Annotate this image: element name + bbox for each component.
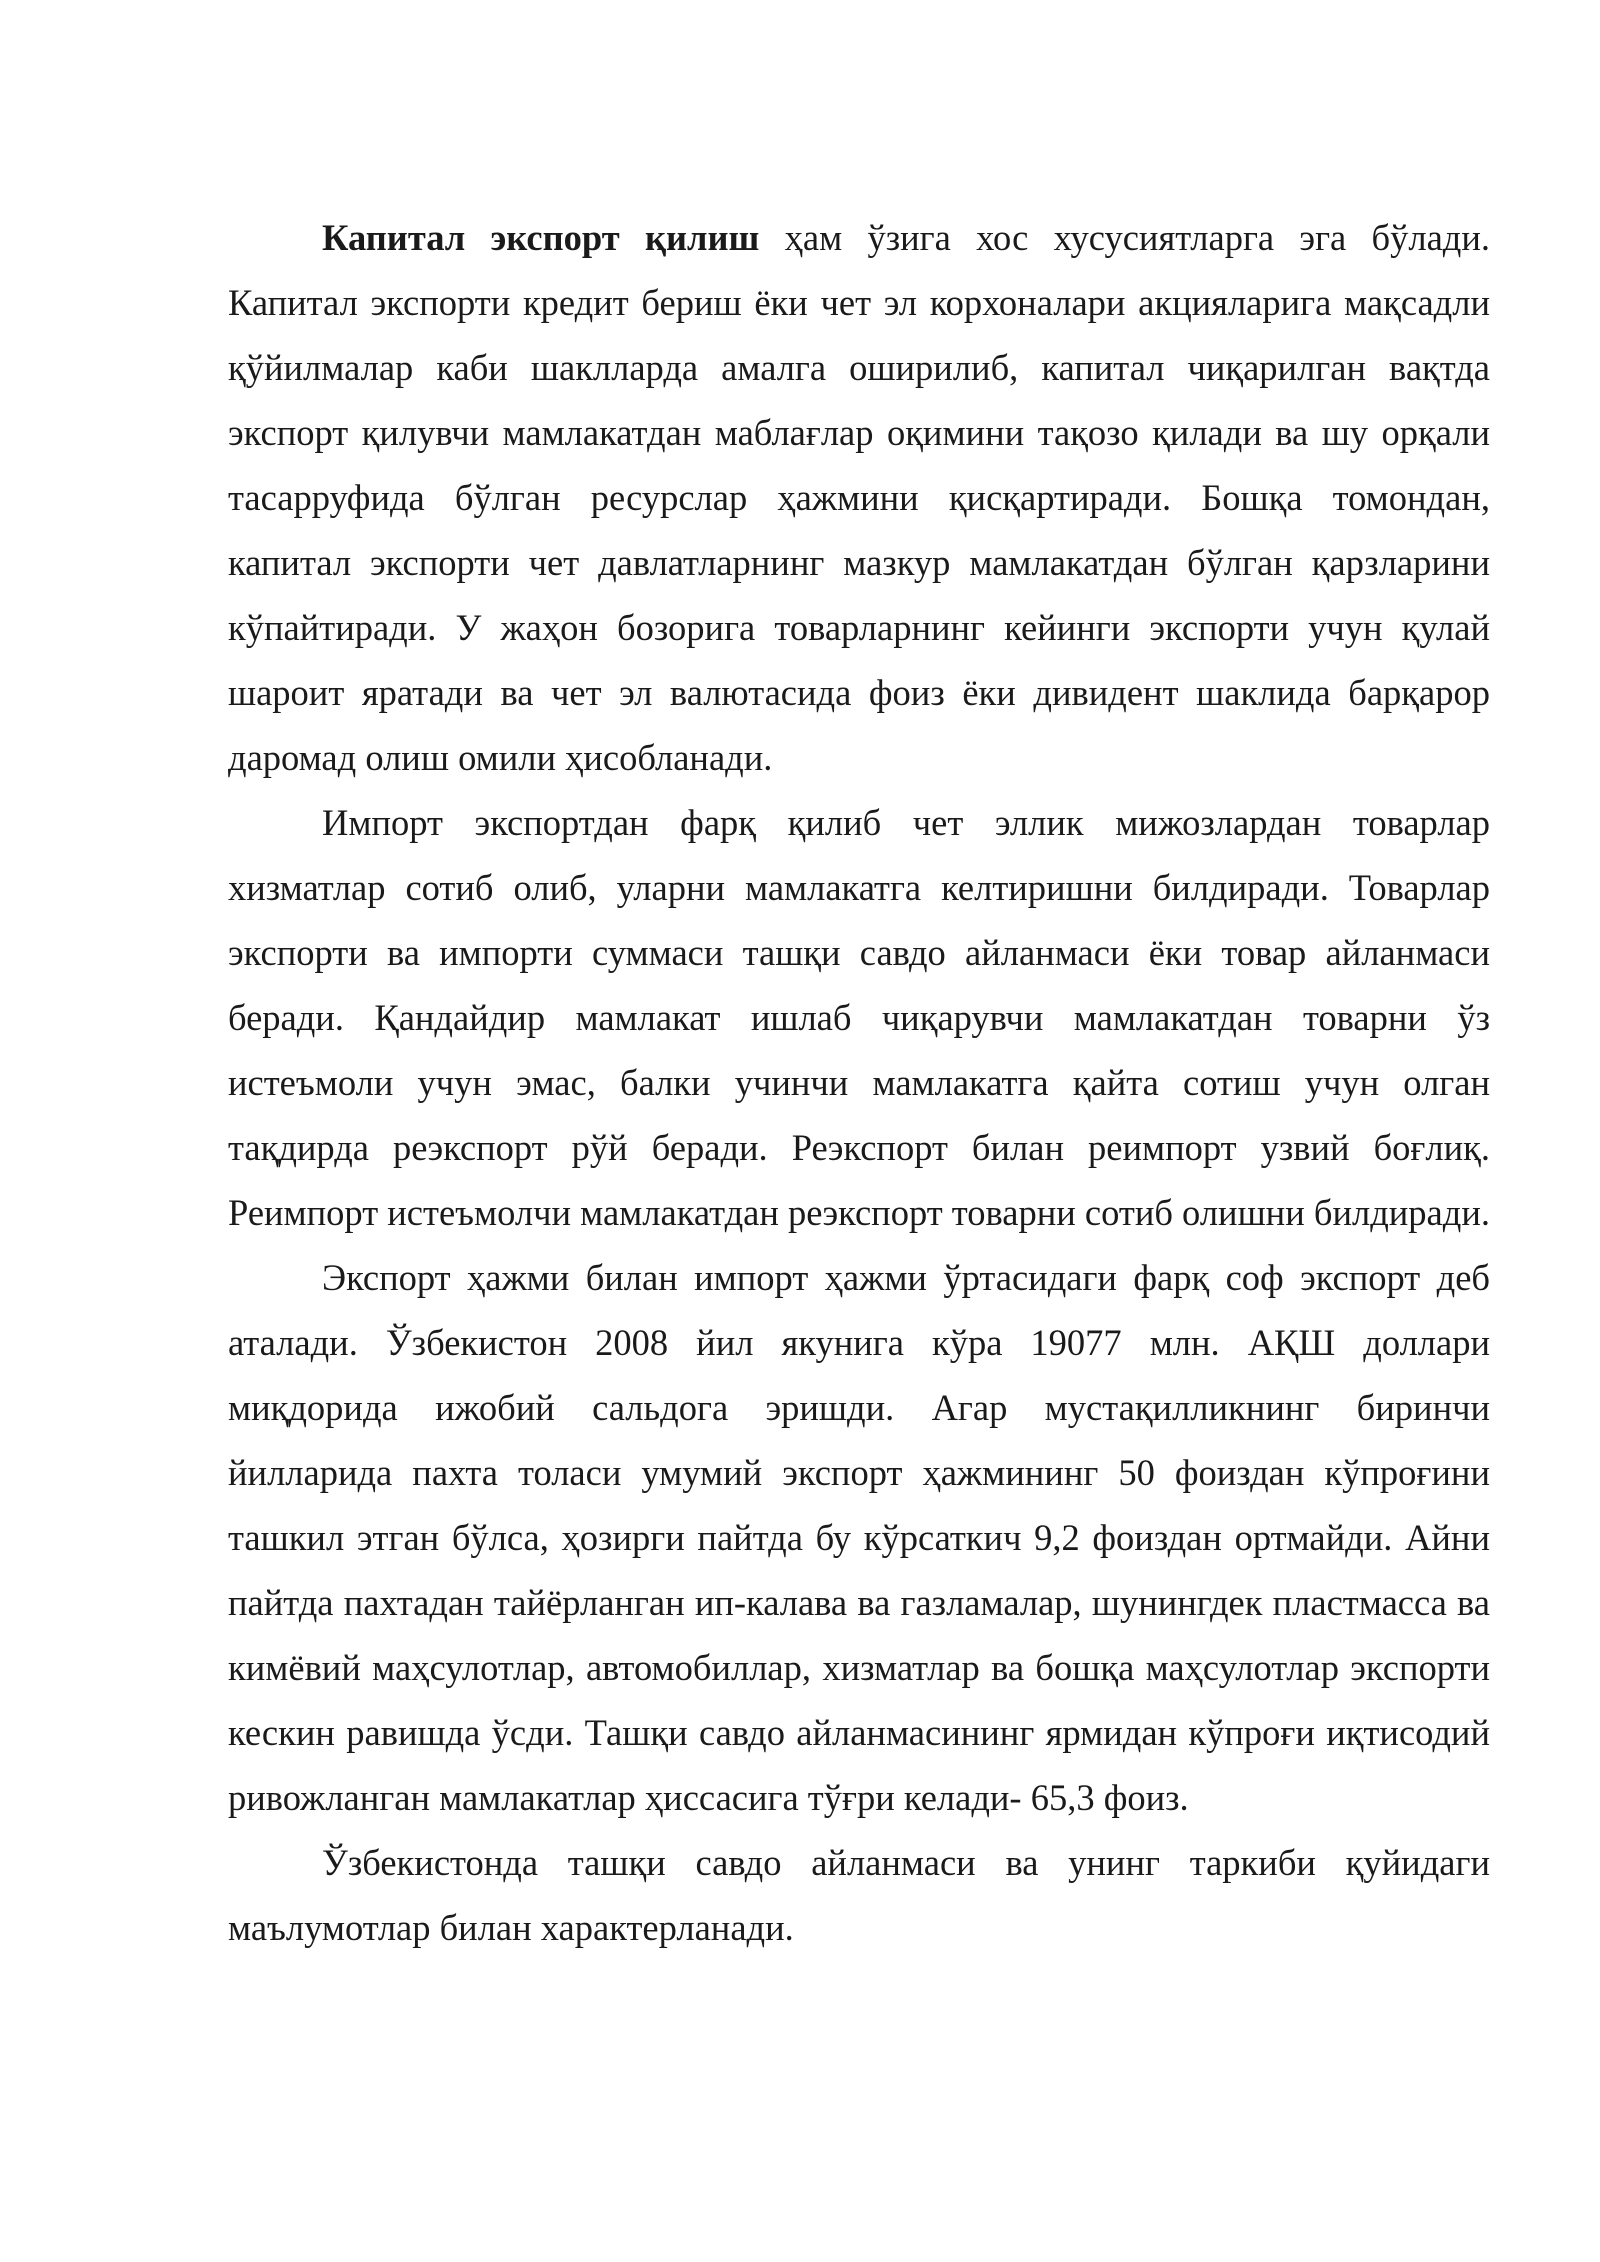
paragraph-text: ҳам ўзига хос хусусиятларга эга бўлади. Капитал экспорти кредит бериш ёки чет эл корхоналари акцияларига мақсадли қўйилмалар каби шаклларда амалга оширилиб, капитал чиқарилган вақтда экспорт қилувчи мамлакатдан маблағлар оқимини тақозо қилади ва шу орқали тасарруфида бўлган ресурслар ҳажмини қисқартиради. Бошқа томондан, капитал экспорти чет давлатларнинг мазкур мамлакатдан бўлган қарзларини кўпайтиради. У жаҳон бозорига товарларнинг кейинги экспорти учун қулай шароит яратади ва чет эл валютасида фоиз ёки дивидент шаклида барқарор даромад олиш омили ҳисобланади. bbox=[228, 217, 1490, 778]
bold-term-capital-export: Капитал экспорт қилиш bbox=[322, 217, 760, 258]
paragraph-capital-export bbox=[228, 205, 1490, 790]
paragraph-trade-turnover: Ўзбекистонда ташқи савдо айланмаси ва унинг таркиби қуйидаги маълумотлар билан характерланади. bbox=[228, 1842, 1490, 1948]
paragraph-import: Импорт экспортдан фарқ қилиб чет эллик мижозлардан товарлар хизматлар сотиб олиб, уларни мамлакатга келтиришни билдиради. Товарлар экспорти ва импорти суммаси ташқи савдо айланмаси ёки товар айланмаси беради. Қандайдир мамлакат ишлаб чиқарувчи мамлакатдан товарни ўз истеъмоли учун эмас, балки учинчи мамлакатга қайта сотиш учун олган тақдирда реэкспорт рўй беради. Реэкспорт билан реимпорт узвий боғлиқ. Реимпорт истеъмолчи мамлакатдан реэкспорт товарни сотиб олишни билдиради. bbox=[228, 802, 1490, 1233]
document-body bbox=[228, 205, 1490, 1960]
paragraph-net-export: Экспорт ҳажми билан импорт ҳажми ўртасидаги фарқ соф экспорт деб аталади. Ўзбекистон 2008 йил якунига кўра 19077 млн. АҚШ доллари миқдорида ижобий сальдога эришди. Агар мустақилликнинг биринчи йилларида пахта толаси умумий экспорт ҳажмининг 50 фоиздан кўпроғини ташкил этган бўлса, ҳозирги пайтда бу кўрсаткич 9,2 фоиздан ортмайди. Айни пайтда пахтадан тайёрланган ип-калава ва газламалар, шунингдек пластмасса ва кимёвий маҳсулотлар, автомобиллар, хизматлар ва бошқа маҳсулотлар экспорти кескин равишда ўсди. Ташқи савдо айланмасининг ярмидан кўпроғи иқтисодий ривожланган мамлакатлар ҳиссасига тўғри келади- 65,3 фоиз. bbox=[228, 1257, 1490, 1818]
